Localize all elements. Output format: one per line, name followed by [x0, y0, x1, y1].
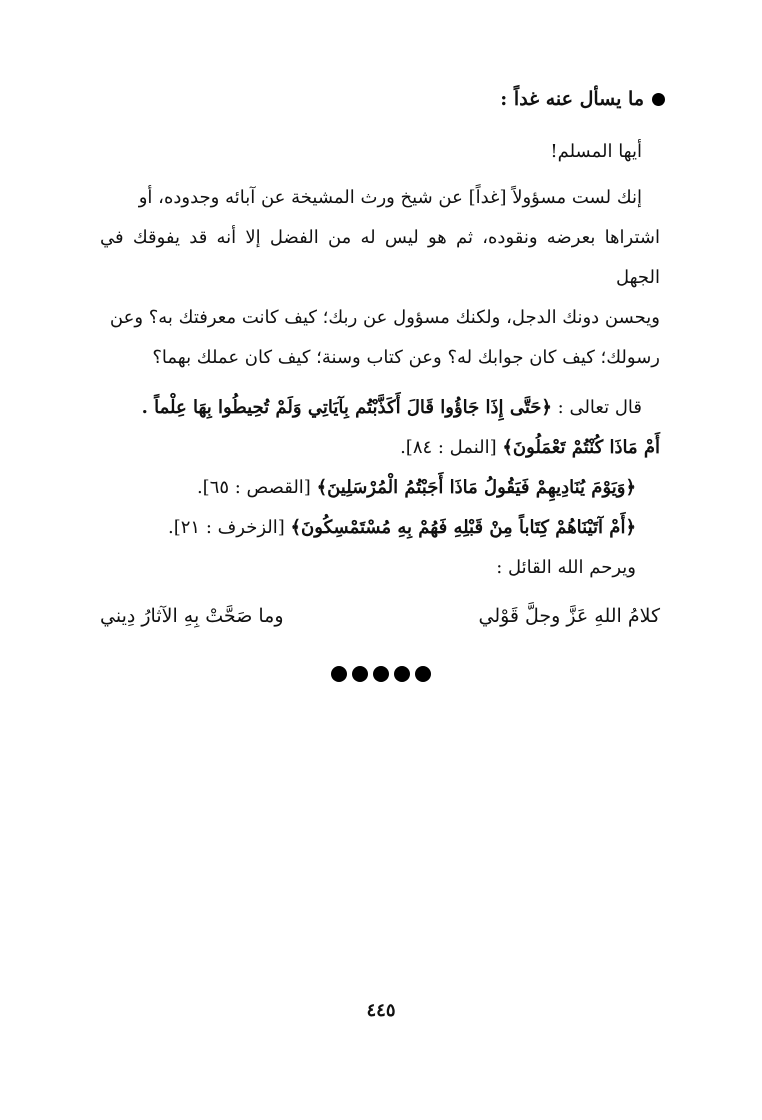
- verse-reference: [النمل : ٨٤].: [400, 437, 503, 458]
- dot-icon: [415, 666, 431, 682]
- dot-icon: [373, 666, 389, 682]
- poem-hemistich-first: كلامُ اللهِ عَزَّ وجلَّ قَوْلي: [478, 605, 660, 627]
- verse-lead: قال تعالى :: [551, 397, 642, 418]
- heading-text: ما يسأل عنه غداً :: [500, 88, 644, 110]
- paragraph-line: رسولك؛ كيف كان جوابك له؟ وعن كتاب وسنة؛ كيف كان عملك بهما؟: [152, 347, 660, 368]
- verse-reference: [القصص : ٦٥].: [196, 477, 317, 498]
- address-line: أيها المسلم!: [550, 141, 642, 162]
- paragraph-line: إنك لست مسؤولاً [غداً] عن شيخ ورث المشيخة عن آبائه وجدوده، أو: [138, 187, 642, 208]
- verse-line: [100, 508, 660, 548]
- verse-text: أَمْ مَاذَا كُنْتُمْ تَعْمَلُونَ﴾: [502, 437, 660, 458]
- poem-hemistich-second: وما صَحَّتْ بِهِ الآثارُ دِيني: [100, 605, 284, 627]
- verse-line: [100, 428, 660, 468]
- verse-text: ﴿وَيَوْمَ يُنَادِيهِمْ فَيَقُولُ مَاذَا أَجَبْتُمُ الْمُرْسَلِينَ﴾: [316, 477, 636, 498]
- section-heading: [100, 88, 665, 110]
- verse-text: ﴿حَتَّى إِذَا جَاؤُوا قَالَ أَكَذَّبْتُم بِآيَاتِي وَلَمْ تُحِيطُوا بِهَا عِلْماً .: [141, 397, 552, 418]
- section-separator: [0, 666, 762, 682]
- bullet-icon: [652, 93, 665, 106]
- dot-icon: [394, 666, 410, 682]
- paragraph-line: ويحسن دونك الدجل، ولكنك مسؤول عن ربك؛ كيف كانت معرفتك به؟ وعن: [109, 307, 660, 328]
- page-content: [100, 88, 660, 638]
- verse-line: [100, 468, 660, 508]
- poem-verse: [100, 594, 660, 638]
- quran-verses: [100, 388, 660, 588]
- main-paragraph: [100, 178, 660, 378]
- dot-icon: [331, 666, 347, 682]
- verse-text: ﴿أَمْ آتَيْنَاهُمْ كِتَاباً مِنْ قَبْلِهِ فَهُمْ بِهِ مُسْتَمْسِكُونَ﴾: [290, 517, 636, 538]
- paragraph-line: اشتراها بعرضه ونقوده، ثم هو ليس له من الفضل إلا أنه قد يفوقك في الجهل: [100, 227, 660, 288]
- verse-reference: [الزخرف : ٢١].: [168, 517, 291, 538]
- dot-icon: [352, 666, 368, 682]
- verse-line: [100, 388, 660, 428]
- page-number: ٤٤٥: [366, 1000, 396, 1021]
- poem-intro: ويرحم الله القائل :: [496, 557, 636, 578]
